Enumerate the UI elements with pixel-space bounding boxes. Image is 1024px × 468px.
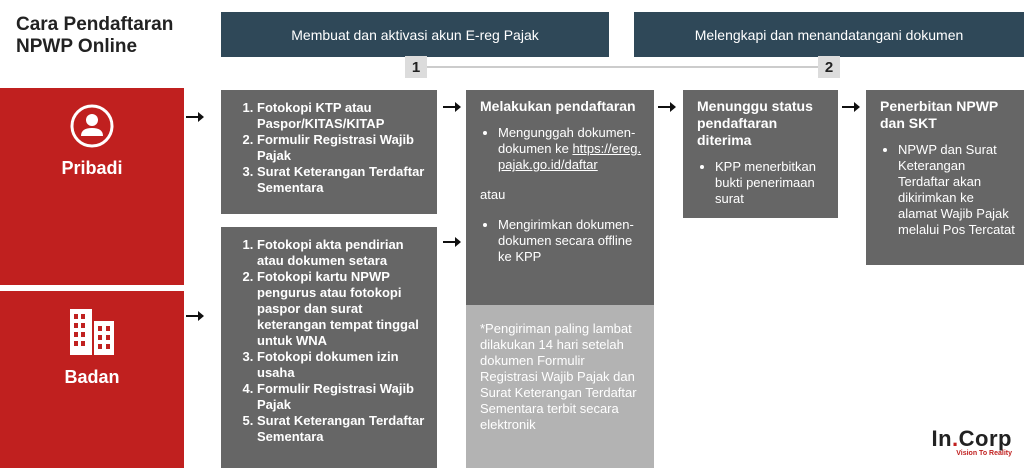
pribadi-label: Pribadi [61,158,123,178]
arrow-right-icon [186,110,204,124]
step1-header [221,12,609,57]
logo-part-1: In [931,426,953,451]
arrow-right-icon [443,235,461,249]
waiting-box [683,90,838,218]
person-icon [70,104,114,148]
page-title [16,14,173,58]
step1-label: Membuat dan aktivasi akun E-reg Pajak [291,26,539,43]
badan-block [0,291,184,468]
list-item: 3. Surat Keterangan Terdaftar Sementara [257,164,427,196]
list-item [498,125,644,173]
incorp-logo [931,426,1012,457]
title-line-1: Cara Pendaftaran [16,14,174,35]
step2-number: 2 [818,56,840,78]
registration-list-1 [480,125,644,173]
list-item: 2. Fotokopi kartu NPWP pengurus atau fotokopi paspor dan surat keterangan tempat tinggal untuk WNA [257,269,427,349]
list-item: 1. Fotokopi KTP atau Paspor/KITAS/KITAP [257,100,427,132]
step-connector-line [426,66,818,68]
waiting-list [697,159,830,207]
list-item: • Mengirimkan dokumen-dokumen secara offline ke KPP [498,217,644,265]
registration-list-2 [480,217,644,265]
list-item: 2. Formulir Registrasi Wajib Pajak [257,132,427,164]
registration-title: Melakukan pendaftaran [480,98,636,114]
step2-header [634,12,1024,57]
ereg-link[interactable]: https://ereg.pajak.go.id/daftar [498,141,642,172]
list-item: • KPP menerbitkan bukti penerimaan surat [715,159,830,207]
arrow-right-icon [443,100,461,114]
note-text: *Pengiriman paling lambat dilakukan 14 hari setelah dokumen Formulir Registrasi Wajib Pajak dan Surat Keterangan Terdaftar Sementara terbit secara elektronik [480,321,637,432]
step1-number: 1 [405,56,427,78]
list-item: 5. Surat Keterangan Terdaftar Sementara [257,413,427,445]
arrow-right-icon [658,100,676,114]
logo-part-2: Corp [958,426,1012,451]
list-item: 3. Fotokopi dokumen izin usaha [257,349,427,381]
issuance-box [866,90,1024,265]
logo-tagline: Vision To Reality [956,450,1012,457]
issuance-list [880,142,1016,238]
arrow-right-icon [842,100,860,114]
badan-label: Badan [64,367,120,387]
building-icon [68,305,116,355]
badan-docs-box [221,227,437,468]
pribadi-block [0,88,184,285]
waiting-title: Menunggu status pendaftaran diterima [697,98,813,148]
title-line-2: NPWP Online [16,36,138,57]
registration-box [466,90,654,305]
arrow-right-icon [186,309,204,323]
issuance-title: Penerbitan NPWP dan SKT [880,98,998,131]
pribadi-docs-box [221,90,437,214]
step2-label: Melengkapi dan menandatangani dokumen [694,26,964,43]
note-box [466,305,654,468]
list-item: 4. Formulir Registrasi Wajib Pajak [257,381,427,413]
pribadi-docs-list [233,100,427,196]
badan-docs-list [233,237,427,445]
logo-dot: . [952,426,959,451]
list-item: 1. Fotokopi akta pendirian atau dokumen setara [257,237,427,269]
list-item: • NPWP dan Surat Keterangan Terdaftar akan dikirimkan ke alamat Wajib Pajak melalui Pos Tercatat [898,142,1016,238]
or-text: atau [480,187,506,202]
upload-text: Mengunggah dokumen-dokumen ke [498,125,636,156]
